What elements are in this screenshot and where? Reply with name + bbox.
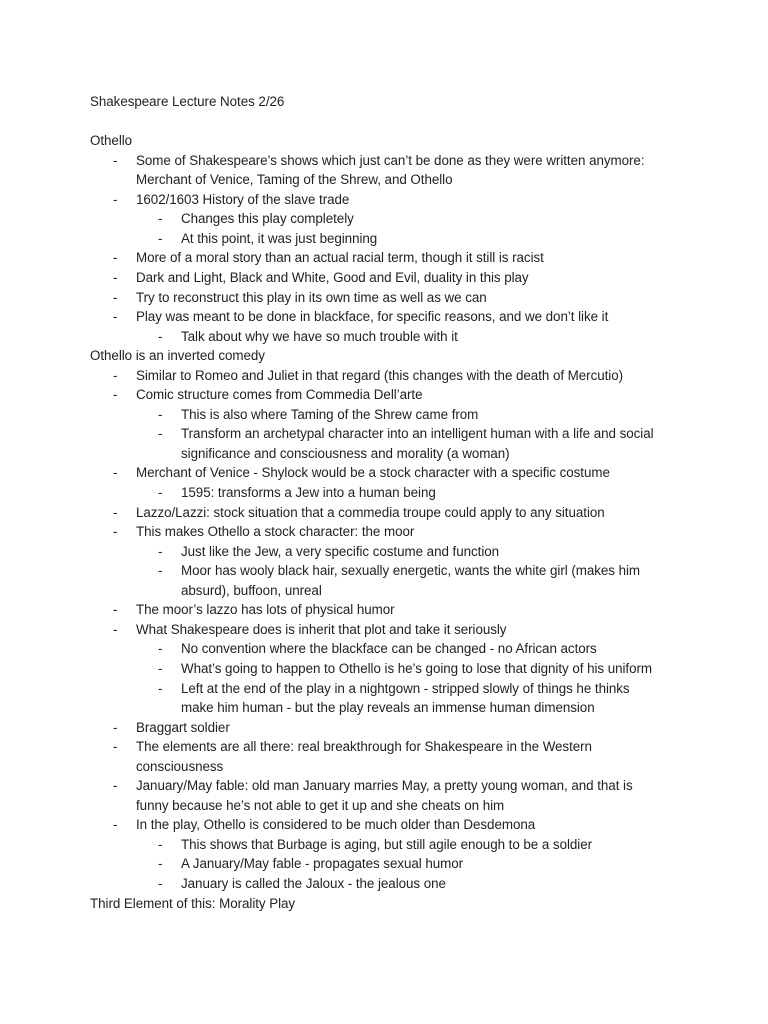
line-text: Shakespeare Lecture Notes 2/26 [90, 94, 285, 109]
bullet-dash: - [113, 719, 118, 735]
bullet-dash: - [158, 680, 163, 696]
line-text: 1595: transforms a Jew into a human being [181, 485, 436, 500]
line-text: Merchant of Venice - Shylock would be a stock character with a specific costume [136, 465, 610, 481]
bullet-dash: - [158, 211, 163, 227]
line-text: What Shakespeare does is inherit that plot and take it seriously [136, 621, 507, 637]
bullet-dash: - [113, 465, 118, 481]
line-text: Merchant of Venice, Taming of the Shrew, and Othello [136, 172, 453, 188]
line-text: Third Element of this: Morality Play [90, 895, 296, 911]
line-text: funny because he’s not able to get it up and she cheats on him [136, 797, 505, 813]
bullet-dash: - [113, 309, 118, 325]
bullet-dash: - [113, 269, 118, 285]
bullet-dash: - [113, 504, 118, 520]
line-text: Just like the Jew, a very specific costume and function [181, 543, 500, 559]
line-text: Similar to Romeo and Juliet in that regard (this changes with the death of Mercutio) [136, 367, 624, 383]
line-text: Changes this play completely [181, 211, 354, 227]
bullet-dash: - [113, 621, 118, 637]
line-text: Talk about why we have so much trouble with it [181, 328, 458, 344]
line-text: January/May fable: old man January marries May, a pretty young woman, and that is [136, 778, 633, 794]
bullet-dash: - [158, 836, 163, 852]
line-text: make him human - but the play reveals an immense human dimension [181, 700, 595, 716]
line-text: This shows that Burbage is aging, but still agile enough to be a soldier [181, 836, 593, 852]
line-text: This makes Othello a stock character: the moor [136, 524, 415, 540]
line-text: consciousness [136, 758, 224, 774]
bullet-dash: - [113, 367, 118, 383]
bullet-dash: - [158, 641, 163, 657]
line-text: January is called the Jaloux - the jealous one [181, 876, 446, 891]
bullet-dash: - [158, 660, 163, 676]
line-text: Lazzo/Lazzi: stock situation that a commedia troupe could apply to any situation [136, 504, 605, 520]
line-text: This is also where Taming of the Shrew came from [181, 406, 479, 422]
bullet-dash: - [158, 485, 163, 500]
line-text: The moor’s lazzo has lots of physical humor [136, 602, 395, 618]
line-text: Try to reconstruct this play in its own time as well as we can [136, 289, 487, 305]
line-text: Braggart soldier [136, 719, 230, 735]
line-text: 1602/1603 History of the slave trade [136, 191, 350, 207]
line-text: Dark and Light, Black and White, Good and Evil, duality in this play [136, 269, 529, 285]
line-text: No convention where the blackface can be changed - no African actors [181, 641, 597, 657]
line-text: Transform an archetypal character into an intelligent human with a life and social [181, 426, 654, 442]
bullet-dash: - [113, 191, 118, 207]
line-text: Moor has wooly black hair, sexually energetic, wants the white girl (makes him [181, 563, 641, 579]
bullet-dash: - [158, 426, 163, 442]
line-text: Othello is an inverted comedy [90, 348, 265, 364]
bullet-dash: - [113, 289, 118, 305]
bullet-dash: - [113, 387, 118, 403]
bullet-dash: - [158, 230, 163, 246]
bullet-dash: - [113, 524, 118, 540]
bullet-dash: - [158, 543, 163, 559]
line-text: Some of Shakespeare’s shows which just can’t be done as they were written anymore: [136, 152, 645, 168]
bullet-dash: - [113, 778, 118, 794]
line-text: At this point, it was just beginning [181, 230, 378, 246]
line-text: In the play, Othello is considered to be much older than Desdemona [136, 817, 536, 833]
line-text: Left at the end of the play in a nightgown - stripped slowly of things he thinks [181, 680, 630, 696]
line-text: significance and consciousness and morality (a woman) [181, 445, 510, 461]
line-text: Othello [90, 133, 133, 149]
bullet-dash: - [113, 739, 118, 755]
bullet-dash: - [158, 563, 163, 579]
bullet-dash: - [158, 856, 163, 872]
bullet-dash: - [113, 817, 118, 833]
line-text: More of a moral story than an actual racial term, though it still is racist [136, 250, 544, 266]
line-text: The elements are all there: real breakthrough for Shakespeare in the Western [136, 739, 592, 755]
line-text: What’s going to happen to Othello is he’s going to lose that dignity of his uniform [181, 660, 653, 676]
bullet-dash: - [158, 406, 163, 422]
line-text: Play was meant to be done in blackface, for specific reasons, and we don’t like it [136, 309, 609, 325]
bullet-dash: - [113, 602, 118, 618]
bullet-dash: - [113, 250, 118, 266]
line-text: absurd), buffoon, unreal [181, 582, 322, 598]
line-text: A January/May fable - propagates sexual humor [181, 856, 464, 872]
bullet-dash: - [158, 876, 163, 891]
bullet-dash: - [113, 152, 118, 168]
bullet-dash: - [158, 328, 163, 344]
line-text: Comic structure comes from Commedia Dell’arte [136, 387, 423, 403]
